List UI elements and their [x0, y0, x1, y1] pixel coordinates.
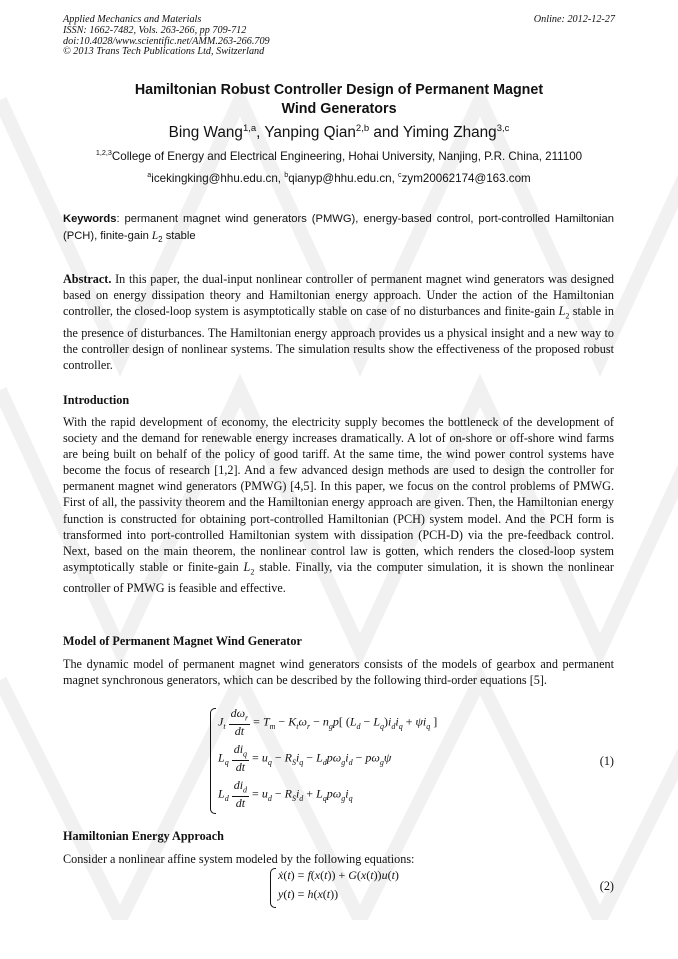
- abstract-text: In this paper, the dual-input nonlinear controller of permanent magnet wind generators was designed based on energy dissipation theory and Hamiltonian energy approach. Under the action of the Hamiltonian controller, the closed-loop system is asymptotically stable on case of no disturbances and finite-gain: [63, 272, 615, 319]
- email-superscript: c: [398, 170, 402, 180]
- online-date: Online: 2012-12-27: [533, 14, 615, 25]
- affiliation: [60, 150, 618, 163]
- l2-subscript: 2: [158, 235, 163, 245]
- email-link[interactable]: qianyp@hhu.edu.cn,: [288, 172, 395, 185]
- author-name: Yiming Zhang: [402, 124, 497, 141]
- equation-1-line-2: $L_q$ $\frac{di_q}{dt}$ = $u_q - R_Si_q - L_dp\omega_gi_d - p\omega_g\psi$: [218, 742, 392, 775]
- equation-1-line-3: $L_d$ $\frac{di_d}{dt}$ = $u_d - R_Si_d + L_qp\omega_gi_q$: [218, 778, 353, 811]
- affiliation-text: College of Energy and Electrical Engineering, Hohai University, Nanjing, P.R. China, 211100: [111, 150, 583, 163]
- equation-2-brace: [270, 868, 276, 908]
- intro-text-end: stable. Finally, via the computer simulation, it is shown the nonlinear controller of PMWG is feasible and effective.: [63, 559, 614, 596]
- abstract: [63, 271, 614, 373]
- author-emails: [60, 172, 618, 185]
- author-superscript: 2,b: [355, 122, 370, 134]
- l2-symbol: L: [558, 304, 566, 319]
- email-link[interactable]: zym20062174@163.com: [401, 172, 531, 185]
- section-heading-model: Model of Permanent Magnet Wind Generator: [63, 634, 302, 648]
- email-link[interactable]: icekingking@hhu.edu.cn,: [151, 172, 282, 185]
- model-text: The dynamic model of permanent magnet wind generators consists of the models of gearbox and permanent magnet synchronous generators, which can be described by the following third-order equations [5].: [63, 657, 614, 688]
- intro-text: With the rapid development of economy, the electricity supply becomes the bottleneck of the development of society and the demand for renewable energy increases dramatically. A lot of on-shore or off-shore wind farms are being built on behalf of the policy of good tariff. At the same time, the wind power control systems have become the focus of research [1,2]. And a few advanced design methods are used to design the controller for permanent magnet wind generators (PMWG) [4,5]. In this paper, we focus on the control problems of PMWG. First of all, the passivity theorem and the Hamiltonian energy approach are given. Then, the Hamiltonian energy function is constructed for obtaining port-controlled Hamiltonian (PCH) system model. And the PCH form is transformed into port-controlled Hamiltonian system with dissipation (PCH-D) via the pre-feedback control. Next, based on the main theorem, the nonlinear control law is gotten, which renders the closed-loop system asymptotically stable or finite-gain: [63, 415, 614, 574]
- title-line-2: Wind Generators: [281, 101, 397, 117]
- keywords-text-end: stable: [165, 230, 196, 242]
- l2-subscript: 2: [565, 311, 570, 321]
- abstract-text-end: stable in the presence of disturbances. The Hamiltonian energy approach provides us a physical insight and a new way to the controller design of nonlinear systems. The simulation results show the effectiveness of the proposed robust controller.: [63, 304, 614, 372]
- equation-2-number: (2): [599, 879, 614, 893]
- l2-subscript: 2: [250, 567, 255, 577]
- author-superscript: 1,a: [242, 122, 257, 134]
- author-superscript: 3,c: [496, 122, 510, 134]
- l2-symbol: L: [243, 559, 251, 574]
- email-superscript: b: [284, 170, 289, 180]
- email-superscript: a: [147, 170, 152, 180]
- paper-title: [60, 81, 618, 119]
- running-header: [63, 15, 615, 58]
- section-heading-introduction: Introduction: [63, 393, 130, 407]
- author-list: Bing Wang$^{1,a}$, Yanping Qian$^{2,b}$ and Yiming Zhang$^{3,c}$: [168, 122, 510, 141]
- issn-line: ISSN: 1662-7482, Vols. 263-266, pp 709-712: [63, 24, 247, 36]
- keywords: [63, 211, 614, 248]
- author-name: Yanping Qian: [264, 124, 356, 141]
- introduction-text: [63, 414, 614, 596]
- l2-symbol: L: [151, 230, 159, 242]
- affiliation-superscript: 1,2,3: [95, 148, 112, 158]
- abstract-label: Abstract.: [63, 272, 112, 286]
- keywords-label: Keywords: [63, 213, 117, 225]
- journal-name: Applied Mechanics and Materials: [63, 14, 202, 25]
- author-name: Bing Wang: [168, 124, 243, 141]
- equation-1-line-1: $J_t$ $\frac{d\omega_r}{dt}$ = $T_m - K_t\omega_r - n_gp$[ $(L_d - L_q)i_di_q + \psi i_q$ ]: [218, 706, 438, 739]
- equation-2-line-2: y(t) = h(x(t)): [278, 887, 339, 901]
- section-heading-hamiltonian: Hamiltonian Energy Approach: [63, 829, 224, 843]
- keywords-text: : permanent magnet wind generators (PMWG), energy-based control, port-controlled Hamiltonian (PCH), finite-gain: [63, 213, 614, 242]
- doi-line: doi:10.4028/www.scientific.net/AMM.263-266.709: [63, 35, 270, 47]
- hamiltonian-text: Consider a nonlinear affine system modeled by the following equations:: [63, 852, 415, 866]
- equation-1-number: (1): [599, 754, 614, 768]
- equation-1-brace: [210, 708, 216, 814]
- author-conjunction: and: [373, 124, 399, 141]
- title-line-1: Hamiltonian Robust Controller Design of Permanent Magnet: [134, 82, 544, 98]
- copyright-line: © 2013 Trans Tech Publications Ltd, Switzerland: [63, 46, 265, 58]
- equation-2-line-1: ẋ(t) = f(x(t)) + G(x(t))u(t): [278, 868, 399, 882]
